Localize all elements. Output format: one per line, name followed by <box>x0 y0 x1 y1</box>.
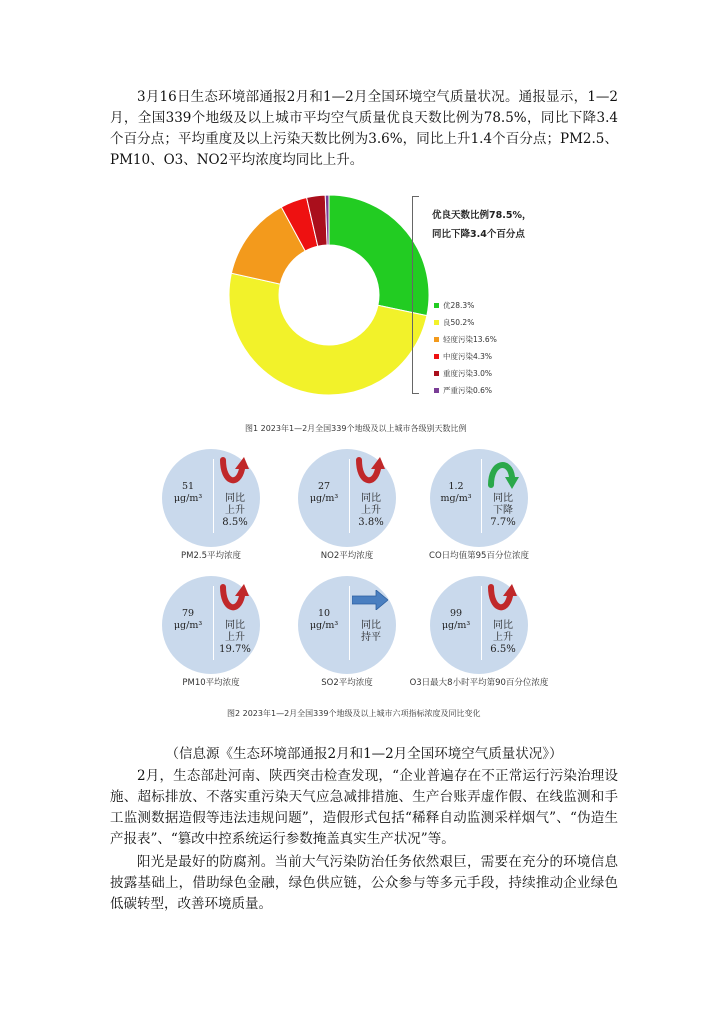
indicator-label: CO日均值第95百分位浓度 <box>429 551 529 561</box>
change-text: 上升 <box>361 505 381 516</box>
legend-label: 重度污染3.0% <box>443 369 493 378</box>
indicator-change <box>351 620 391 644</box>
figure1-caption: 图1 2023年1—2月全国339个地级及以上城市各级别天数比例 <box>245 424 467 433</box>
change-text: 同比 <box>225 493 245 504</box>
value-number: 27 <box>317 481 331 492</box>
legend-label: 优28.3% <box>443 301 475 310</box>
change-text: 同比 <box>361 620 381 631</box>
legend-item <box>434 365 497 382</box>
flat-arrow-icon <box>352 590 388 610</box>
legend-item <box>434 297 497 314</box>
callout-line-1: 优良天数比例78.5%， <box>432 210 532 221</box>
change-text: 上升 <box>493 632 513 643</box>
donut-legend <box>434 297 497 399</box>
rise-arrow-icon <box>486 582 520 618</box>
change-text: 3.8% <box>358 517 384 528</box>
change-text: 上升 <box>225 632 245 643</box>
change-text: 同比 <box>493 493 513 504</box>
value-unit: μg/m³ <box>173 493 203 504</box>
indicator-label: PM2.5平均浓度 <box>181 551 241 561</box>
change-text: 7.7% <box>490 517 516 528</box>
indicator-circle <box>298 449 396 547</box>
value-number: 51 <box>181 481 195 492</box>
change-text: 8.5% <box>222 517 248 528</box>
value-unit: μg/m³ <box>309 493 339 504</box>
rise-arrow-icon <box>218 582 252 618</box>
source-line: （信息源《生态环境部通报2月和1—2月全国环境空气质量状况》） <box>165 746 563 762</box>
legend-swatch <box>434 320 439 325</box>
value-number: 79 <box>181 608 195 619</box>
change-text: 下降 <box>493 505 513 516</box>
change-text: 持平 <box>361 632 381 643</box>
indicator-label: PM10平均浓度 <box>182 678 240 688</box>
indicator-value <box>302 481 346 505</box>
legend-swatch <box>434 303 439 308</box>
value-unit: μg/m³ <box>173 620 203 631</box>
indicator-change <box>215 493 255 529</box>
indicator-value <box>434 481 478 505</box>
legend-swatch <box>434 371 439 376</box>
indicator-change <box>483 493 523 529</box>
value-unit: μg/m³ <box>309 620 339 631</box>
indicator-change <box>351 493 391 529</box>
indicator-card <box>389 576 569 689</box>
indicator-circle <box>298 576 396 674</box>
indicator-label: SO2平均浓度 <box>321 678 373 688</box>
air-quality-donut-chart <box>224 190 434 400</box>
intro-paragraph: 3月16日生态环境部通报2月和1—2月全国环境空气质量状况。通报显示，1—2月，全国339个地级及以上城市平均空气质量优良天数比例为78.5%，同比下降3.4个百分点；平均重度及以上污染天数比例为3.6%，同比上升1.4个百分点；PM2.5、PM10、O3、NO2平均浓度均同比上升。 <box>110 89 618 168</box>
change-text: 同比 <box>493 620 513 631</box>
rise-arrow-icon <box>354 455 388 491</box>
value-number: 1.2 <box>448 481 464 492</box>
legend-label: 严重污染0.6% <box>443 386 493 395</box>
indicator-circle <box>430 576 528 674</box>
callout-bracket <box>412 196 419 394</box>
callout-line-2: 同比下降3.4个百分点 <box>432 229 525 240</box>
indicator-value <box>302 608 346 632</box>
legend-label: 良50.2% <box>443 318 475 327</box>
indicator-change <box>215 620 255 656</box>
indicator-card <box>389 449 569 562</box>
indicator-value <box>434 608 478 632</box>
change-text: 6.5% <box>490 644 516 655</box>
legend-item <box>434 348 497 365</box>
indicator-label: NO2平均浓度 <box>320 551 374 561</box>
conclusion-paragraph: 阳光是最好的防腐剂。当前大气污染防治任务依然艰巨，需要在充分的环境信息披露基础上，借助绿色金融，绿色供应链，公众参与等多元手段，持续推动企业绿色低碳转型，改善环境质量。 <box>110 854 618 912</box>
change-text: 同比 <box>225 620 245 631</box>
legend-item <box>434 331 497 348</box>
figure2-caption: 图2 2023年1—2月全国339个地级及以上城市六项指标浓度及同比变化 <box>227 709 481 718</box>
legend-label: 中度污染4.3% <box>443 352 493 361</box>
indicator-circle <box>162 449 260 547</box>
legend-item <box>434 314 497 331</box>
change-text: 上升 <box>225 505 245 516</box>
value-number: 99 <box>449 608 463 619</box>
change-text: 19.7% <box>219 644 251 655</box>
decline-arrow-icon <box>486 455 520 491</box>
indicator-label: O3日最大8小时平均第90百分位浓度 <box>409 678 549 688</box>
indicator-circle <box>430 449 528 547</box>
value-unit: mg/m³ <box>440 493 472 504</box>
indicator-value <box>166 608 210 632</box>
indicator-circle <box>162 576 260 674</box>
legend-label: 轻度污染13.6% <box>443 335 497 344</box>
legend-swatch <box>434 337 439 342</box>
rise-arrow-icon <box>218 455 252 491</box>
indicator-value <box>166 481 210 505</box>
value-unit: μg/m³ <box>441 620 471 631</box>
legend-swatch <box>434 354 439 359</box>
inspection-paragraph: 2月，生态部赴河南、陕西突击检查发现，“企业普遍存在不正常运行污染治理设施、超标排放、不落实重污染天气应急减排措施、生产台账弄虚作假、在线监测和手工监测数据造假等违法违规问题”，造假形式包括“稀释自动监测采样烟气”、“伪造生产报表”、“篡改中控系统运行参数掩盖真实生产状况”等。 <box>110 768 618 847</box>
legend-item <box>434 382 497 399</box>
change-text: 同比 <box>361 493 381 504</box>
legend-swatch <box>434 388 439 393</box>
value-number: 10 <box>317 608 331 619</box>
indicator-change <box>483 620 523 656</box>
